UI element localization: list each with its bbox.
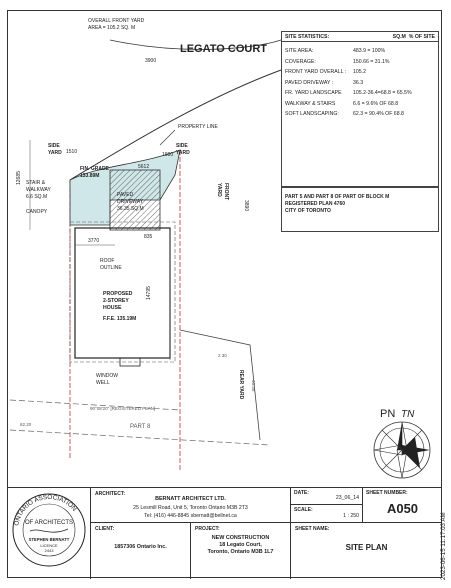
- driveway-label-2: DRIVEWAY: [117, 199, 144, 205]
- front-yard-label-2: YARD: [216, 183, 222, 197]
- canopy-label: CANOPY: [26, 209, 48, 215]
- north-pn-label: PN: [380, 408, 396, 420]
- dim-3890: 3890: [243, 200, 249, 212]
- architect-contact: Tel: (416) 446-8845 sbernatt@bellnet.ca: [144, 513, 237, 519]
- svg-text:ROOF OUTLINE: [100, 258, 122, 271]
- rear-yard-label: REAR YARD: [238, 370, 244, 400]
- stats-row: SOFT LANDSCAPING: 62.3 = 90.4% OF 68.8: [285, 111, 404, 118]
- overall-front-yard-label-1: OVERALL FRONT YARD: [88, 18, 145, 24]
- stats-row: COVERAGE: 150.66 = 31.1%: [285, 58, 390, 65]
- ffe-label: F.F.E. 135.19M: [103, 316, 137, 322]
- project-line: Toronto, Ontario M3B 1L7: [207, 549, 274, 555]
- svg-text:STAIR & WALKWAY 6.6 SQ: [26, 180, 52, 200]
- stats-row: WALKWAY & STAIRS 6.6 = 9.6% OF 68.8: [285, 100, 399, 107]
- sheet-number-cell: [363, 488, 442, 523]
- dim-12685: 12685: [16, 171, 22, 185]
- legal-line: CITY OF TORONTO: [285, 208, 331, 214]
- street-name: LEGATO COURT: [180, 43, 267, 55]
- project-cell: [191, 523, 291, 579]
- date-cell: [291, 488, 363, 505]
- dim-62-20: 62.20: [20, 422, 32, 427]
- dim-3770: 3770: [88, 238, 100, 244]
- sheet-number: A050: [386, 501, 419, 516]
- side-yard-right-label-2: YARD: [176, 150, 190, 156]
- dim-2-30: 2.30: [218, 353, 227, 358]
- front-yard-label-1: FRONT: [223, 183, 229, 201]
- house-label-1: PROPOSED: [103, 291, 133, 297]
- print-timestamp: 2023-06-15 11:17:03 AM: [440, 512, 447, 580]
- bearing-label: 90°08'20" [REGISTERED PLAN]: [90, 406, 156, 411]
- roof-outline-label-2: OUTLINE: [100, 265, 122, 271]
- title-block: [7, 487, 442, 579]
- sheet-name: SITE PLAN: [345, 543, 388, 552]
- window-well-label-1: WINDOW: [96, 373, 118, 379]
- bottom-lot-line: [10, 430, 270, 445]
- oaa-seal: [10, 491, 88, 569]
- fin-grade-label: FIN. GRADE: [80, 166, 109, 172]
- stats-row: FRONT YARD OVERALL : 105.2: [285, 69, 366, 76]
- architect-name: BERNATT ARCHITECT LTD.: [155, 496, 226, 502]
- property-line-label: PROPERTY LINE: [178, 124, 218, 130]
- window-well-label-2: WELL: [96, 380, 110, 386]
- architect-label: ARCHITECT:: [95, 491, 125, 497]
- dim-5612: 5612: [138, 164, 150, 170]
- fin-grade-value: 133.89M: [80, 173, 100, 179]
- svg-text:FRONT YARD: [216, 183, 229, 202]
- svg-text:STEPHEN BERNATT: STEPHEN BERNATT: [28, 537, 70, 542]
- dim-3900: 3900: [145, 58, 157, 64]
- stats-row: PAVED DRIVEWAY : 36.3: [285, 79, 364, 86]
- north-tn-label: TN: [401, 409, 415, 420]
- sheet-name-label: SHEET NAME:: [295, 526, 330, 532]
- svg-text:2443: 2443: [44, 548, 54, 553]
- stats-header: SITE STATISTICS:: [285, 34, 330, 40]
- north-arrow: [374, 422, 430, 478]
- driveway-label-1: PAVED: [117, 192, 134, 198]
- stair-label-3: 6.6 SQ.M: [26, 194, 48, 200]
- project-line: NEW CONSTRUCTION: [211, 535, 270, 541]
- side-yard-left-label-2: YARD: [48, 150, 62, 156]
- architect-cell: [91, 488, 291, 523]
- rear-lot-line: [180, 330, 260, 440]
- scale-cell: [291, 505, 363, 523]
- svg-text:OVERALL FRONT YARD AREA =: [88, 18, 146, 31]
- driveway-label-3: 36.35 SQ.M: [117, 206, 144, 212]
- overall-front-yard-label-2: AREA = 105.2 SQ. M: [88, 25, 136, 31]
- dim-835: 835: [144, 234, 153, 240]
- legal-line: PART 5 AND PART 8 OF PART OF BLOCK M: [285, 194, 390, 200]
- stats-row: SITE AREA: 483.9 = 100%: [285, 48, 386, 55]
- dim-10-40: 10.40: [251, 380, 256, 392]
- stair-label-2: WALKWAY: [26, 187, 51, 193]
- legal-description: [281, 187, 439, 232]
- svg-text:OF ARCHITECTS: OF ARCHITECTS: [24, 520, 74, 526]
- date-value: 23_06_14: [335, 495, 359, 501]
- architect-stamp-cell: [7, 488, 91, 579]
- scale-label: SCALE:: [294, 507, 313, 513]
- sheet-number-label: SHEET NUMBER:: [366, 490, 408, 496]
- svg-text:ONTARIO ASSOCIATION: ONTARIO ASSOCIATION: [13, 493, 78, 527]
- stats-header-units: SQ.M % OF SITE: [392, 34, 435, 40]
- dim-1980: 1980: [162, 152, 174, 158]
- project-label: PROJECT:: [195, 526, 220, 532]
- project-line: 18 Legato Court,: [219, 542, 262, 548]
- client-cell: [91, 523, 191, 579]
- date-label: DATE:: [294, 490, 309, 496]
- client-name: 1857306 Ontario Inc.: [114, 544, 167, 550]
- stats-row: FR. YARD LANDSCAPE 105.2-36.4=68.8 = 65.5%: [285, 90, 412, 97]
- architect-address: 25 Lesmill Road, Unit 5, Toronto Ontario M3B 2T3: [133, 505, 248, 511]
- svg-text:LICENCE: LICENCE: [40, 543, 58, 548]
- site-statistics-table: [281, 31, 439, 187]
- property-line-leader: [160, 130, 175, 145]
- sheet-name-cell: [291, 523, 442, 579]
- client-label: CLIENT:: [95, 526, 115, 532]
- svg-text:PROPOSED 2-STOREY HOUS: [103, 291, 134, 311]
- side-yard-left-label-1: SIDE: [48, 143, 60, 149]
- house-label-2: 2-STOREY: [103, 298, 129, 304]
- dim-14795: 14795: [146, 286, 152, 300]
- stair-label-1: STAIR &: [26, 180, 46, 186]
- dim-1510: 1510: [66, 149, 78, 155]
- house-label-3: HOUSE: [103, 305, 122, 311]
- part8-label: PART 8: [130, 424, 151, 430]
- svg-text:WINDOW WELL: [96, 373, 119, 386]
- roof-outline-label-1: ROOF: [100, 258, 115, 264]
- side-yard-right-label-1: SIDE: [176, 143, 188, 149]
- legal-line: REGISTERED PLAN 4760: [285, 201, 346, 207]
- scale-value: 1 : 250: [343, 513, 359, 519]
